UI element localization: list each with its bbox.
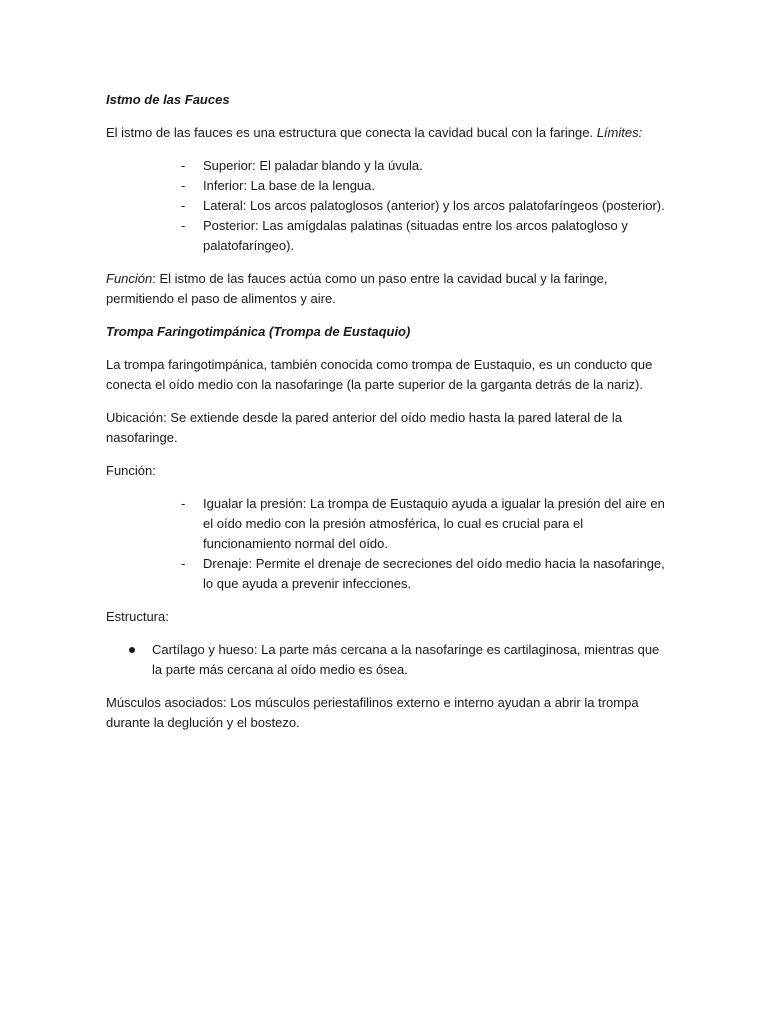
structure-label: Estructura: [106, 609, 169, 624]
dash-marker: - [181, 198, 186, 213]
limits-label: Límites: [596, 125, 643, 140]
list-item-text: Inferior: La base de la lengua. [203, 178, 376, 193]
dash-marker: - [181, 556, 186, 571]
list-item [106, 640, 666, 680]
dash-marker: - [181, 218, 186, 233]
list-item-text: Cartílago y hueso: La parte más cercana a la nasofaringe es cartilaginosa, mientras que la parte más cercana al oído medio es ósea. [152, 642, 660, 677]
structure-list [106, 640, 666, 680]
muscles-paragraph: Músculos asociados: Los músculos periestafilinos externo e interno ayudan a abrir la trompa durante la deglución y el bostezo. [106, 695, 639, 730]
list-item-text: Drenaje: Permite el drenaje de secreciones del oído medio hacia la nasofaringe, lo que ayuda a prevenir infecciones. [203, 556, 665, 591]
bullet-icon [129, 647, 135, 653]
list-item [106, 176, 666, 196]
limits-list [106, 156, 666, 256]
list-item [106, 494, 666, 554]
function-text: : El istmo de las fauces actúa como un paso entre la cavidad bucal y la faringe, permitiendo el paso de alimentos y aire. [106, 271, 608, 306]
functions-list [106, 494, 666, 594]
list-item [106, 216, 666, 256]
trompa-function-label: Función: [106, 463, 156, 478]
dash-marker: - [181, 496, 186, 511]
list-item [106, 554, 666, 594]
list-item [106, 196, 666, 216]
function-label: Función [106, 271, 153, 286]
list-item-text: Posterior: Las amígdalas palatinas (situadas entre los arcos palatogloso y palatofaríngeo). [203, 218, 628, 253]
list-item-text: Lateral: Los arcos palatoglosos (anterior) y los arcos palatofaríngeos (posterior). [203, 198, 665, 213]
document-page [106, 90, 666, 746]
list-item-text: Superior: El paladar blando y la úvula. [203, 158, 423, 173]
section-title-istmo: Istmo de las Fauces [106, 92, 230, 107]
dash-marker: - [181, 178, 186, 193]
section-title-trompa: Trompa Faringotimpánica (Trompa de Eustaquio) [106, 324, 411, 339]
location-paragraph: Ubicación: Se extiende desde la pared anterior del oído medio hasta la pared lateral de la nasofaringe. [106, 410, 623, 445]
list-item-text: Igualar la presión: La trompa de Eustaquio ayuda a igualar la presión del aire en el oído medio con la presión atmosférica, lo cual es crucial para el funcionamiento normal del oído. [203, 496, 665, 551]
istmo-intro-paragraph [106, 123, 666, 143]
trompa-intro-paragraph: La trompa faringotimpánica, también conocida como trompa de Eustaquio, es un conducto que conecta el oído medio con la nasofaringe (la parte superior de la garganta detrás de la nariz). [106, 357, 653, 392]
list-item [106, 156, 666, 176]
istmo-function-paragraph [106, 269, 666, 309]
istmo-intro-text: El istmo de las fauces es una estructura que conecta la cavidad bucal con la faringe. [106, 125, 597, 140]
dash-marker: - [181, 158, 186, 173]
